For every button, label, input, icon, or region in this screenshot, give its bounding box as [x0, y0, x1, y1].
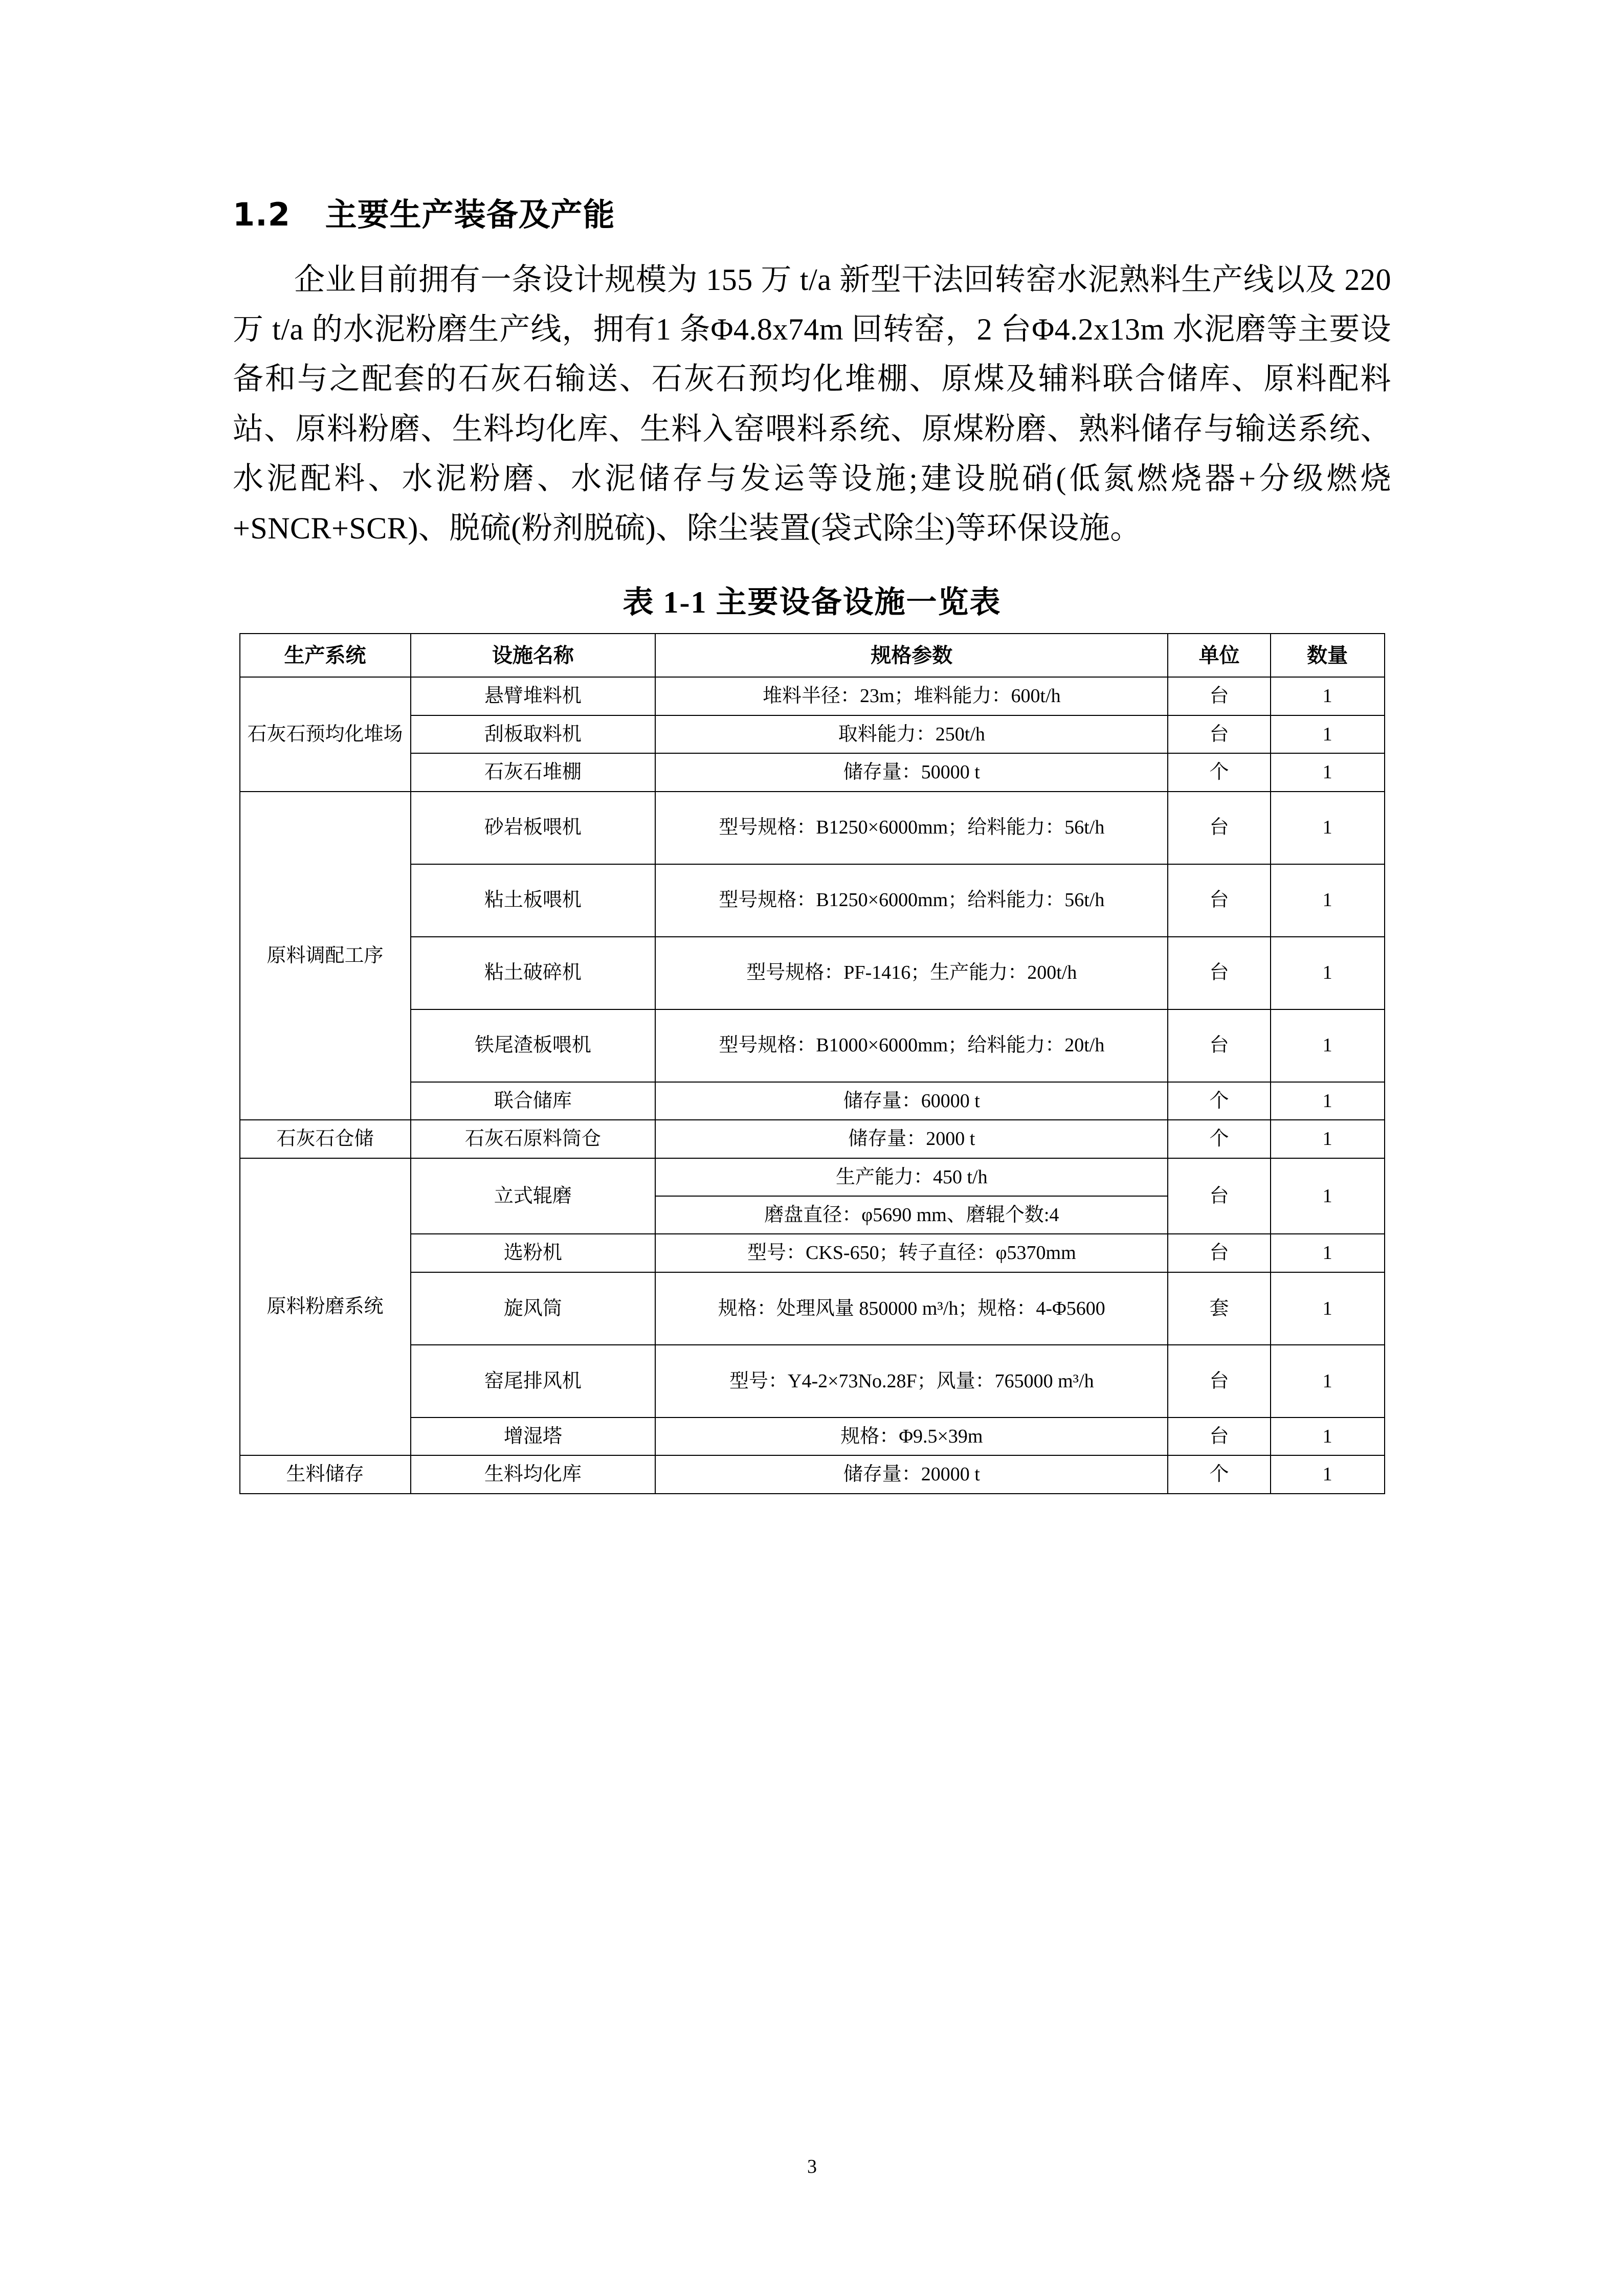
table-row — [240, 864, 1385, 937]
cell-unit: 台 — [1168, 677, 1270, 715]
table-row — [240, 677, 1385, 715]
cell-qty: 1 — [1271, 1272, 1385, 1345]
page-content — [233, 189, 1391, 1494]
table-header-row — [240, 634, 1385, 677]
cell-system: 原料粉磨系统 — [240, 1158, 411, 1456]
cell-name: 粘土破碎机 — [411, 937, 656, 1009]
cell-unit: 台 — [1168, 715, 1270, 753]
cell-spec: 储存量：60000 t — [655, 1082, 1168, 1120]
cell-spec: 型号规格：PF-1416；生产能力：200t/h — [655, 937, 1168, 1009]
cell-spec: 规格：Φ9.5×39m — [655, 1417, 1168, 1455]
cell-unit: 台 — [1168, 864, 1270, 937]
cell-name: 刮板取料机 — [411, 715, 656, 753]
cell-spec: 储存量：20000 t — [655, 1455, 1168, 1493]
cell-unit: 个 — [1168, 753, 1270, 791]
cell-system: 石灰石仓储 — [240, 1120, 411, 1158]
cell-spec: 磨盘直径：φ5690 mm、磨辊个数:4 — [655, 1196, 1168, 1234]
cell-qty: 1 — [1271, 1120, 1385, 1158]
section-number: 1.2 — [233, 196, 291, 233]
cell-name: 旋风筒 — [411, 1272, 656, 1345]
table-row — [240, 1009, 1385, 1082]
cell-name: 立式辊磨 — [411, 1158, 656, 1234]
cell-qty: 1 — [1271, 1455, 1385, 1493]
cell-spec: 堆料半径：23m；堆料能力：600t/h — [655, 677, 1168, 715]
cell-qty: 1 — [1271, 1417, 1385, 1455]
cell-qty: 1 — [1271, 1158, 1385, 1234]
table-row — [240, 1417, 1385, 1455]
cell-spec: 型号规格：B1250×6000mm；给料能力：56t/h — [655, 792, 1168, 864]
cell-spec: 型号规格：B1250×6000mm；给料能力：56t/h — [655, 864, 1168, 937]
cell-unit: 台 — [1168, 1009, 1270, 1082]
cell-unit: 台 — [1168, 937, 1270, 1009]
table-row — [240, 1272, 1385, 1345]
cell-name: 窑尾排风机 — [411, 1345, 656, 1417]
cell-spec: 储存量：2000 t — [655, 1120, 1168, 1158]
table-caption: 表 1-1 主要设备设施一览表 — [622, 586, 1002, 620]
cell-name: 选粉机 — [411, 1234, 656, 1272]
column-header-system: 生产系统 — [240, 634, 411, 677]
cell-spec: 型号规格：B1000×6000mm；给料能力：20t/h — [655, 1009, 1168, 1082]
page-number: 3 — [807, 2156, 817, 2177]
cell-qty: 1 — [1271, 1234, 1385, 1272]
section-title-text: 主要生产装备及产能 — [325, 196, 615, 233]
cell-spec: 型号：CKS-650；转子直径：φ5370mm — [655, 1234, 1168, 1272]
cell-unit: 个 — [1168, 1082, 1270, 1120]
cell-name: 石灰石原料筒仓 — [411, 1120, 656, 1158]
cell-qty: 1 — [1271, 937, 1385, 1009]
column-header-qty: 数量 — [1271, 634, 1385, 677]
cell-spec: 型号：Y4-2×73No.28F；风量：765000 m³/h — [655, 1345, 1168, 1417]
cell-qty: 1 — [1271, 753, 1385, 791]
cell-qty: 1 — [1271, 1082, 1385, 1120]
table-row — [240, 1120, 1385, 1158]
cell-system: 石灰石预均化堆场 — [240, 677, 411, 791]
table-body — [240, 677, 1385, 1493]
table-row — [240, 1455, 1385, 1493]
table-row — [240, 1234, 1385, 1272]
cell-qty: 1 — [1271, 677, 1385, 715]
cell-spec: 规格：处理风量 850000 m³/h；规格：4-Φ5600 — [655, 1272, 1168, 1345]
cell-name: 联合储库 — [411, 1082, 656, 1120]
cell-qty: 1 — [1271, 1345, 1385, 1417]
table-row — [240, 1345, 1385, 1417]
table-row — [240, 792, 1385, 864]
cell-unit: 台 — [1168, 1345, 1270, 1417]
cell-name: 悬臂堆料机 — [411, 677, 656, 715]
table-row — [240, 937, 1385, 1009]
cell-name: 铁尾渣板喂机 — [411, 1009, 656, 1082]
column-header-name: 设施名称 — [411, 634, 656, 677]
column-header-unit: 单位 — [1168, 634, 1270, 677]
table-row — [240, 715, 1385, 753]
cell-unit: 台 — [1168, 1234, 1270, 1272]
cell-name: 砂岩板喂机 — [411, 792, 656, 864]
cell-unit: 套 — [1168, 1272, 1270, 1345]
cell-name: 石灰石堆棚 — [411, 753, 656, 791]
table-row — [240, 753, 1385, 791]
cell-name: 粘土板喂机 — [411, 864, 656, 937]
cell-qty: 1 — [1271, 715, 1385, 753]
cell-qty: 1 — [1271, 1009, 1385, 1082]
cell-unit: 台 — [1168, 1417, 1270, 1455]
cell-system: 生料储存 — [240, 1455, 411, 1493]
cell-unit: 台 — [1168, 1158, 1270, 1234]
cell-qty: 1 — [1271, 864, 1385, 937]
table-header — [240, 634, 1385, 677]
equipment-table — [239, 633, 1385, 1494]
cell-spec: 储存量：50000 t — [655, 753, 1168, 791]
cell-name: 生料均化库 — [411, 1455, 656, 1493]
cell-unit: 个 — [1168, 1455, 1270, 1493]
table-row — [240, 1158, 1385, 1196]
column-header-spec: 规格参数 — [655, 634, 1168, 677]
cell-system: 原料调配工序 — [240, 792, 411, 1120]
cell-spec: 生产能力：450 t/h — [655, 1158, 1168, 1196]
cell-qty: 1 — [1271, 792, 1385, 864]
cell-spec: 取料能力：250t/h — [655, 715, 1168, 753]
body-paragraph: 企业目前拥有一条设计规模为 155 万 t/a 新型干法回转窑水泥熟料生产线以及 220 万 t/a 的水泥粉磨生产线，拥有1 条Φ4.8x74m 回转窑，2 台Φ4.2x13m 水泥磨等主要设备和与之配套的石灰石输送、石灰石预均化堆棚、原煤及辅料联合储库、原料配料站、原料粉磨、生料均化库、生料入窑喂料系统、原煤粉磨、熟料储存与输送系统、水泥配料、水泥粉磨、水泥储存与发运等设施;建设脱硝(低氮燃烧器+分级燃烧+SNCR+SCR)、脱硫(粉剂脱硫)、除尘装置(袋式除尘)等环保设施。 — [233, 263, 1392, 545]
cell-unit: 个 — [1168, 1120, 1270, 1158]
table-row — [240, 1082, 1385, 1120]
page-title — [233, 189, 1391, 235]
cell-unit: 台 — [1168, 792, 1270, 864]
cell-name: 增湿塔 — [411, 1417, 656, 1455]
